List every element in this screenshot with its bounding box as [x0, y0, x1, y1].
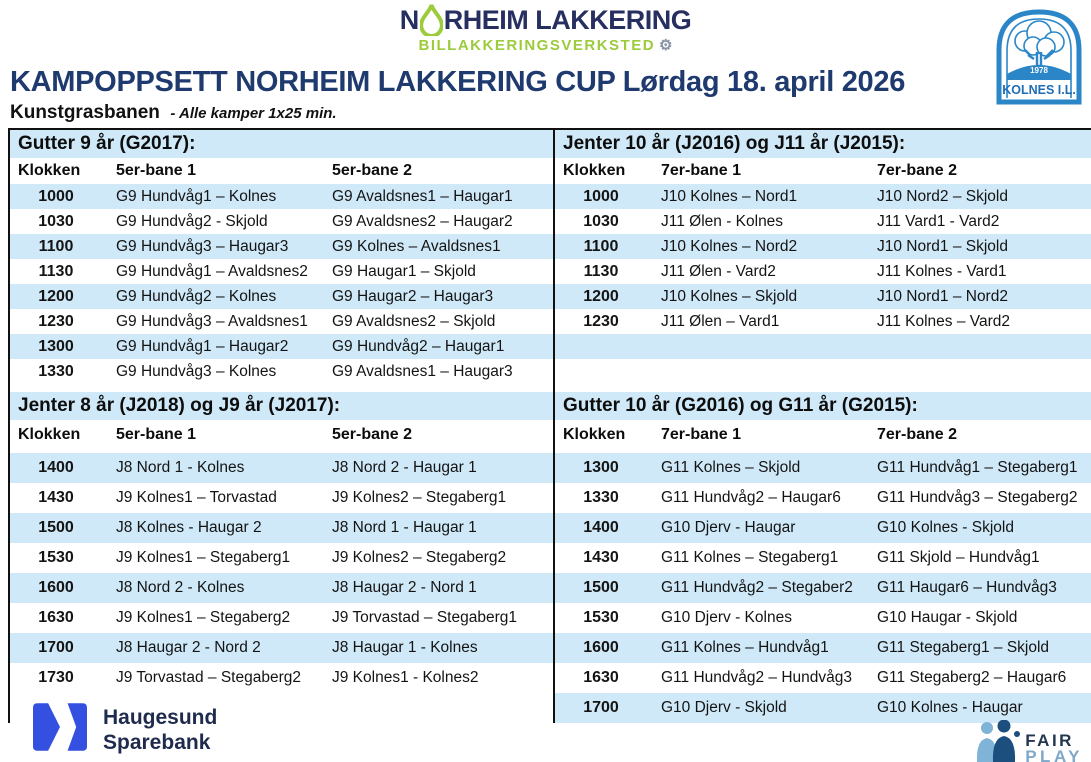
- match-cell: G11 Kolnes – Skjold: [661, 459, 801, 476]
- fair-play-people-icon: [974, 720, 1025, 762]
- column-header: Klokken: [563, 426, 626, 443]
- brand-name-pre: N: [399, 4, 419, 35]
- match-cell: J9 Kolnes1 – Torvastad: [116, 489, 277, 506]
- match-cell: G9 Hundvåg3 – Kolnes: [116, 362, 277, 380]
- table-row: [10, 453, 553, 483]
- match-cell: G11 Hundvåg2 – Stegaber2: [661, 579, 853, 596]
- column-headers: [555, 420, 1091, 450]
- match-cell: J11 Ølen - Vard2: [661, 262, 776, 280]
- bank-name-line1: Haugesund: [103, 705, 218, 729]
- time-cell: 1700: [583, 699, 619, 716]
- section-rows: [555, 184, 1091, 359]
- match-cell: J9 Kolnes1 – Stegaberg2: [116, 609, 291, 626]
- bank-mark-icon: [33, 700, 87, 759]
- time-cell: 1700: [38, 639, 74, 656]
- time-cell: 1100: [583, 237, 619, 255]
- time-cell: 1000: [38, 187, 74, 205]
- norheim-lakkering-logo: [0, 4, 1091, 54]
- table-row: [555, 693, 1091, 723]
- venue-note: - Alle kamper 1x25 min.: [170, 105, 337, 122]
- match-cell: J10 Nord1 – Nord2: [877, 287, 1008, 305]
- match-cell: G9 Hundvåg3 – Avaldsnes1: [116, 312, 308, 330]
- section-gutter-10-11: [553, 392, 1091, 723]
- match-cell: G9 Hundvåg2 – Haugar1: [332, 337, 505, 355]
- table-row: [555, 309, 1091, 334]
- brand-name-post: RHEIM LAKKERING: [443, 4, 692, 35]
- table-row: [555, 184, 1091, 209]
- badge-year: 1978: [1030, 66, 1048, 75]
- page-title: KAMPOPPSETT NORHEIM LAKKERING CUP Lørdag 18. april 2026: [10, 66, 906, 98]
- time-cell: 1230: [38, 312, 74, 330]
- match-cell: G10 Haugar - Skjold: [877, 609, 1018, 626]
- venue-name: Kunstgrasbanen: [10, 102, 160, 123]
- match-cell: G9 Hundvåg2 - Skjold: [116, 212, 268, 230]
- time-cell: 1630: [38, 609, 74, 626]
- column-headers: [10, 420, 553, 450]
- table-row: [10, 209, 553, 234]
- time-cell: 1600: [38, 579, 74, 596]
- match-cell: G11 Kolnes – Hundvåg1: [661, 639, 829, 656]
- column-header: 7er-bane 1: [661, 426, 742, 443]
- match-cell: G11 Skjold – Hundvåg1: [877, 549, 1040, 566]
- match-cell: G9 Hundvåg1 – Avaldsnes2: [116, 262, 308, 280]
- match-cell: J8 Nord 2 - Haugar 1: [332, 459, 477, 476]
- match-cell: G10 Djerv - Kolnes: [661, 609, 792, 626]
- match-cell: G9 Hundvåg3 – Haugar3: [116, 237, 289, 255]
- match-cell: J8 Haugar 2 - Nord 2: [116, 639, 261, 656]
- match-cell: J8 Haugar 1 - Kolnes: [332, 639, 478, 656]
- match-cell: G9 Haugar1 – Skjold: [332, 262, 476, 280]
- time-cell: 1400: [583, 519, 619, 536]
- match-cell: G11 Hundvåg1 – Stegaberg1: [877, 459, 1078, 476]
- match-cell: G11 Haugar6 – Hundvåg3: [877, 579, 1057, 596]
- match-cell: J10 Kolnes – Nord2: [661, 237, 798, 255]
- table-row: [10, 334, 553, 359]
- column-header: 5er-bane 1: [116, 162, 197, 179]
- table-row: [555, 573, 1091, 603]
- schedule-grid: [8, 128, 1091, 723]
- time-cell: 1500: [38, 519, 74, 536]
- section-gutter-9: [8, 130, 553, 392]
- match-cell: G10 Djerv - Haugar: [661, 519, 796, 536]
- column-header: 7er-bane 2: [877, 162, 958, 179]
- table-row: [10, 663, 553, 693]
- section-jenter-8-9: [8, 392, 553, 723]
- paint-drop-icon: [420, 4, 443, 36]
- table-row: [10, 603, 553, 633]
- match-cell: J11 Vard1 - Vard2: [877, 212, 1000, 230]
- match-cell: G9 Avaldsnes1 – Haugar1: [332, 187, 513, 205]
- column-header: Klokken: [563, 162, 626, 179]
- time-cell: 1400: [38, 459, 74, 476]
- table-row: [555, 284, 1091, 309]
- match-cell: G11 Stegaberg2 – Haugar6: [877, 669, 1067, 686]
- match-cell: J10 Kolnes – Nord1: [661, 187, 798, 205]
- time-cell: 1330: [583, 489, 619, 506]
- table-row: [555, 543, 1091, 573]
- time-cell: 1500: [583, 579, 619, 596]
- match-cell: J11 Kolnes – Vard2: [877, 312, 1010, 330]
- match-cell: J9 Torvastad – Stegaberg2: [116, 669, 301, 686]
- fair-play-text-play: PLAY: [1025, 747, 1083, 762]
- time-cell: 1130: [38, 262, 74, 280]
- section-title: Gutter 9 år (G2017):: [10, 130, 553, 158]
- match-cell: G9 Avaldsnes2 – Haugar2: [332, 212, 513, 230]
- match-cell: G9 Kolnes – Avaldsnes1: [332, 237, 501, 255]
- match-cell: J11 Ølen – Vard1: [661, 312, 780, 330]
- match-cell: G11 Kolnes – Stegaberg1: [661, 549, 839, 566]
- match-cell: J8 Nord 1 - Kolnes: [116, 459, 245, 476]
- table-row: [10, 633, 553, 663]
- column-headers: [555, 158, 1091, 184]
- table-row: [10, 573, 553, 603]
- table-row: [555, 259, 1091, 284]
- gear-icon: ⚙: [659, 37, 673, 54]
- section-jenter-10-11: [553, 130, 1091, 392]
- table-row: [555, 483, 1091, 513]
- table-row: [10, 184, 553, 209]
- fair-play-text-fair: FAIR: [1025, 731, 1074, 750]
- section-rows: [555, 453, 1091, 723]
- table-row: [10, 259, 553, 284]
- table-row: [10, 359, 553, 384]
- match-cell: J10 Kolnes – Skjold: [661, 287, 798, 305]
- kolnes-club-badge: [993, 4, 1085, 106]
- time-cell: 1300: [38, 337, 74, 355]
- match-cell: J9 Torvastad – Stegaberg1: [332, 609, 517, 626]
- time-cell: 1530: [583, 609, 619, 626]
- badge-club-name: KOLNES I.L.: [1002, 83, 1076, 97]
- time-cell: 1100: [38, 237, 74, 255]
- time-cell: 1330: [38, 362, 74, 380]
- section-rows: [10, 453, 553, 693]
- section-title: Gutter 10 år (G2016) og G11 år (G2015):: [555, 392, 1091, 420]
- table-row: [555, 603, 1091, 633]
- time-cell: 1030: [38, 212, 74, 230]
- column-header: 5er-bane 1: [116, 426, 197, 443]
- match-cell: G11 Hundvåg2 – Haugar6: [661, 489, 841, 506]
- match-cell: G11 Hundvåg2 – Hundvåg3: [661, 669, 853, 686]
- time-cell: 1630: [583, 669, 619, 686]
- match-cell: G10 Kolnes - Haugar: [877, 699, 1023, 716]
- table-row: [555, 513, 1091, 543]
- column-header: 5er-bane 2: [332, 162, 413, 179]
- match-cell: G9 Hundvåg1 – Haugar2: [116, 337, 289, 355]
- venue-line: [10, 102, 337, 124]
- table-row: [555, 234, 1091, 259]
- match-cell: J8 Haugar 2 - Nord 1: [332, 579, 477, 596]
- table-row: [555, 663, 1091, 693]
- match-cell: J10 Nord2 – Skjold: [877, 187, 1008, 205]
- match-cell: G11 Stegaberg1 – Skjold: [877, 639, 1050, 656]
- time-cell: 1530: [38, 549, 74, 566]
- match-cell: G9 Hundvåg2 – Kolnes: [116, 287, 277, 305]
- match-cell: J9 Kolnes1 – Stegaberg1: [116, 549, 291, 566]
- match-cell: G9 Avaldsnes1 – Haugar3: [332, 362, 513, 380]
- match-cell: J11 Kolnes - Vard1: [877, 262, 1007, 280]
- match-cell: G9 Hundvåg1 – Kolnes: [116, 187, 277, 205]
- table-row: [555, 633, 1091, 663]
- time-cell: 1200: [583, 287, 619, 305]
- table-row: [10, 513, 553, 543]
- section-title: Jenter 8 år (J2018) og J9 år (J2017):: [10, 392, 553, 420]
- match-cell: J8 Nord 2 - Kolnes: [116, 579, 245, 596]
- time-cell: 1300: [583, 459, 619, 476]
- match-cell: J9 Kolnes2 – Stegaberg1: [332, 489, 507, 506]
- match-cell: J8 Nord 1 - Haugar 1: [332, 519, 477, 536]
- time-cell: 1230: [583, 312, 619, 330]
- match-cell: G10 Djerv - Skjold: [661, 699, 787, 716]
- section-rows: [10, 184, 553, 384]
- time-cell: 1600: [583, 639, 619, 656]
- fair-play-logo: [974, 720, 1083, 762]
- table-row: [10, 483, 553, 513]
- match-cell: J11 Ølen - Kolnes: [661, 212, 784, 230]
- table-row: [10, 284, 553, 309]
- column-headers: [10, 158, 553, 184]
- haugesund-sparebank-logo: [33, 700, 217, 759]
- column-header: 7er-bane 1: [661, 162, 742, 179]
- column-header: Klokken: [18, 162, 81, 179]
- match-cell: G9 Avaldsnes2 – Skjold: [332, 312, 496, 330]
- table-row: [10, 309, 553, 334]
- match-cell: J8 Kolnes - Haugar 2: [116, 519, 262, 536]
- time-cell: 1730: [38, 669, 74, 686]
- table-row: [555, 334, 1091, 359]
- column-header: Klokken: [18, 426, 81, 443]
- time-cell: 1430: [583, 549, 619, 566]
- table-row: [10, 543, 553, 573]
- section-title: Jenter 10 år (J2016) og J11 år (J2015):: [555, 130, 1091, 158]
- match-cell: G11 Hundvåg3 – Stegaberg2: [877, 489, 1078, 506]
- time-cell: 1130: [583, 262, 619, 280]
- bank-name-line2: Sparebank: [103, 730, 211, 754]
- time-cell: 1430: [38, 489, 74, 506]
- match-cell: G9 Haugar2 – Haugar3: [332, 287, 494, 305]
- match-cell: G10 Kolnes - Skjold: [877, 519, 1014, 536]
- table-row: [555, 209, 1091, 234]
- time-cell: 1200: [38, 287, 74, 305]
- table-row: [10, 234, 553, 259]
- brand-subtitle: BILLAKKERINGSVERKSTED: [418, 37, 656, 54]
- match-cell: J10 Nord1 – Skjold: [877, 237, 1008, 255]
- match-cell: J9 Kolnes2 – Stegaberg2: [332, 549, 507, 566]
- table-row: [555, 453, 1091, 483]
- column-header: 7er-bane 2: [877, 426, 958, 443]
- match-cell: J9 Kolnes1 - Kolnes2: [332, 669, 479, 686]
- column-header: 5er-bane 2: [332, 426, 413, 443]
- time-cell: 1000: [583, 187, 619, 205]
- time-cell: 1030: [583, 212, 619, 230]
